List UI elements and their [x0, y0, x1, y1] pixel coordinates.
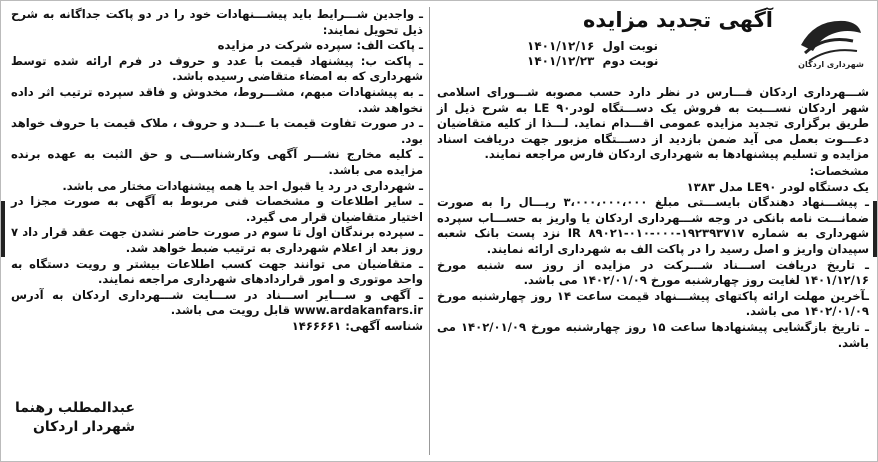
logo-text: شهرداری اردکان: [798, 60, 864, 69]
right-edge-mark: [873, 201, 877, 257]
list-item: ـ پاکت ب: پیشنهاد قیمت با عدد و حروف در فرم ارائه شده توسط شهرداری که به امضاء متقاضی رسیده باشد.: [11, 53, 423, 84]
signature-name: عبدالمطلب رهنما: [15, 400, 135, 416]
list-item: ـ در صورت تفاوت قیمت با عـــدد و حروف ، ملاک قیمت با حروف خواهد بود.: [11, 116, 423, 146]
list-item: ـ واجدین شـــرایط باید پیشـــنهادات خود را در دو پاکت جداگانه به شرح ذیل تحویل نمایند:: [11, 7, 423, 37]
column-divider: [429, 7, 430, 455]
specs-heading: مشخصات:: [809, 163, 869, 178]
signature-block: [15, 399, 135, 437]
list-item: ـ آگهی و ســـایر اســـناد در ســـایت شـــهرداری اردکان به آدرس www.ardakanfars.ir قابل رویت می باشد.: [11, 287, 423, 318]
intro-paragraph: شـــهرداری اردکان فـــارس در نظر دارد حسب مصوبه شـــورای اسلامی شهر اردکان نســـبت به فروش یک دســـتگاه لودر۹۰ LE به شرح ذیل از طریق برگزاری تجدید مزایده عمومی اقـــدام نماید. لـــذا از کلیه متقاضیان دعـــوت بعمل می آید ضمن بازدید از دســـتگاه مزبور جهت دریافت اسناد مزایده و تسلیم پیشنهادها به شهرداری اردکان فارس مراجعه نمایند.: [437, 85, 869, 162]
list-item: ـ به پیشنهادات مبهم، مشـــروط، مخدوش و فاقد سپرده ترتیب اثر داده نخواهد شد.: [11, 84, 423, 115]
list-item: ـ پاکت الف: سپرده شرکت در مزایده: [217, 38, 423, 53]
list-item: ـ شهرداری در رد یا قبول احد یا همه پیشنهادات مختار می باشد.: [62, 178, 423, 193]
notice-first: نوبت اول ۱۴۰۱/۱۲/۱۶: [527, 39, 658, 53]
list-item: ـ تاریخ بازگشایی پیشنهادها ساعت ۱۵ روز چهارشنبه مورخ ۱۴۰۲/۰۱/۰۹ می باشد.: [437, 319, 869, 350]
specs-line: یک دستگاه لودر LE۹۰ مدل ۱۳۸۳: [686, 179, 869, 194]
ad-title: آگهی تجدید مزایده: [583, 8, 773, 32]
notice-second: نوبت دوم ۱۴۰۱/۱۲/۲۳: [527, 54, 659, 68]
list-item: ـ پیشـــنهاد دهندگان بایســـتی مبلغ ۳،۰۰۰،۰۰۰،۰۰۰ ریـــال را به صورت ضمانـــت نامه بانکی در وجه شـــهرداری اردکان یا واریز به حســـاب سپرده شهرداری به شماره ۱۹۲۳۹۳۷۱۷-۰۰۰-۰۱۰-۸۹۰۲۱ IR نزد پست بانک شعبه سپیدان واریز و اصل رسید را در پاکت الف به شهرداری ارائه نمایند.: [437, 195, 869, 256]
right-column: [437, 7, 869, 351]
ad-id-label: شناسه آگهی:: [345, 318, 423, 333]
header: [437, 7, 869, 85]
list-item: ـ تاریخ دریافت اســـناد شـــرکت در مزایده از روز سه شنبه مورخ ۱۴۰۱/۱۲/۱۶ لغایت روز چهارشنبه مورخ ۱۴۰۲/۰۱/۰۹ می باشد.: [437, 257, 869, 288]
ad-id-value: ۱۴۶۶۶۶۱: [291, 318, 342, 333]
list-item: ـآخرین مهلت ارائه پاکتهای پیشـــنهاد قیمت ساعت ۱۴ روز چهارشنبه مورخ ۱۴۰۲/۰۱/۰۹ می باشد.: [437, 288, 869, 319]
list-item: ـ سپرده برندگان اول تا سوم در صورت حاضر نشدن جهت عقد قرار داد ۷ روز بعد از اعلام شهرداری به ترتیب ضبط خواهد شد.: [11, 225, 423, 255]
ad-id-line: [11, 319, 423, 335]
municipality-logo-icon: [795, 11, 865, 69]
left-edge-mark: [1, 201, 5, 257]
list-item: ـ کلیه مخارج نشـــر آگهی وکارشناســـی و حق الثبت به عهده برنده مزایده می باشد.: [11, 147, 423, 177]
list-item: ـ سایر اطلاعات و مشخصات فنی مربوط به آگهی به صورت مجزا در اختیار متقاضیان قرار می گیرد.: [11, 194, 423, 224]
signature-role: شهردار اردکان: [32, 419, 135, 435]
list-item: ـ متقاضیان می توانند جهت کسب اطلاعات بیشتر و رویت دستگاه به واحد موتوری و امور قراردادهای شهرداری مراجعه نمایند.: [11, 256, 423, 287]
left-column: [11, 7, 423, 334]
